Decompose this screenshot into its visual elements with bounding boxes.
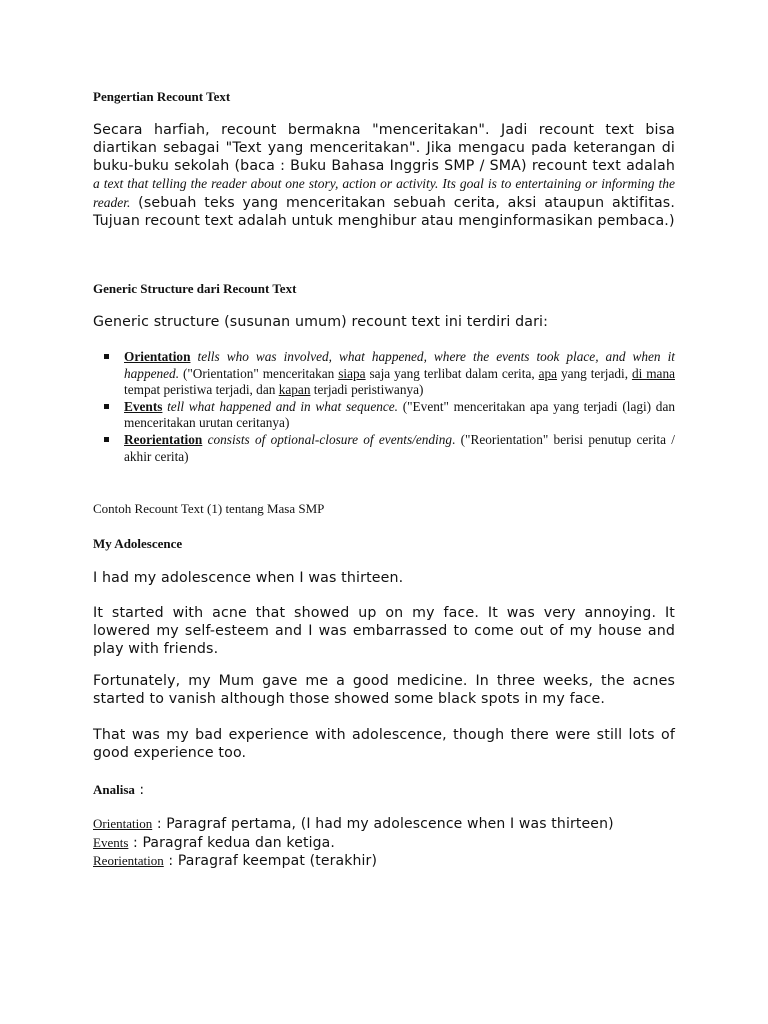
analysis-row-events — [93, 834, 693, 853]
underlined-di-mana: di mana — [631, 365, 675, 381]
definition-text-end: (sebuah teks yang menceritakan sebuah cerita, aksi ataupun aktifitas. Tujuan recount text adalah untuk menghibur atau menginformasikan pembaca.) — [93, 195, 675, 229]
structure-list — [93, 349, 675, 465]
underlined-siapa: siapa — [338, 365, 366, 381]
example-label: Contoh Recount Text (1) tentang Masa SMP — [93, 501, 325, 516]
section-heading-generic-structure: Generic Structure dari Recount Text — [93, 281, 297, 296]
analysis-value-events: : Paragraf kedua dan ketiga. — [128, 834, 336, 851]
analysis-label-orientation: Orientation — [93, 816, 153, 831]
story-paragraph-4: That was my bad experience with adolescence, though there were still lots of good experience too. — [93, 727, 675, 761]
reorientation-text: . ("Reorientation" berisi penutup cerita / akhir cerita) — [124, 431, 675, 464]
story-paragraph-2: It started with acne that showed up on my face. It was very annoying. It lowered my self-esteem and I was embarrassed to come out of my house and play with friends. — [93, 605, 675, 657]
term-events: Events — [124, 398, 163, 414]
analysis-label-reorientation: Reorientation — [93, 853, 164, 869]
analysis-row-orientation — [93, 815, 693, 834]
term-reorientation: Reorientation — [124, 431, 203, 447]
story-title: My Adolescence — [93, 536, 183, 551]
underlined-kapan: kapan — [278, 382, 311, 398]
underlined-apa: apa — [538, 365, 558, 381]
analysis-label-events: Events — [93, 834, 129, 850]
analysis-value-orientation: : Paragraf pertama, (I had my adolescence when I was thirteen) — [152, 816, 614, 832]
orientation-text-1: ("Orientation" menceritakan — [179, 365, 339, 381]
list-item-events — [93, 399, 675, 432]
list-item-orientation — [93, 349, 675, 399]
story-paragraph-1: I had my adolescence when I was thirteen. — [93, 570, 404, 586]
analysis-heading-line — [93, 781, 144, 799]
analysis-colon: : — [134, 782, 145, 798]
analysis-heading: Analisa — [93, 782, 135, 797]
definition-paragraph — [93, 122, 675, 231]
events-text: ("Event" menceritakan apa yang terjadi (lagi) dan menceritakan urutan ceritanya) — [124, 398, 676, 431]
story-paragraph-3: Fortunately, my Mum gave me a good medicine. In three weeks, the acnes started to vanish although those showed some black spots in my face. — [93, 673, 675, 707]
term-orientation: Orientation — [124, 349, 191, 364]
analysis-row-reorientation — [93, 852, 693, 871]
events-italic: tell what happened and in what sequence. — [162, 398, 398, 414]
reorientation-italic: consists of optional-closure of events/ending — [202, 431, 453, 447]
orientation-text-3: yang terjadi, — [557, 365, 632, 381]
analysis-list — [93, 815, 693, 871]
orientation-text-5: terjadi peristiwanya) — [310, 382, 424, 398]
orientation-text-2: saja yang terlibat dalam cerita, — [365, 365, 539, 381]
analysis-value-reorientation: : Paragraf keempat (terakhir) — [163, 853, 378, 870]
list-item-reorientation — [93, 432, 675, 465]
structure-intro: Generic structure (susunan umum) recount text ini terdiri dari: — [93, 314, 549, 330]
orientation-italic: tells who was involved, what happened, where the events took place, and when it happened. — [124, 349, 675, 381]
orientation-text-4: tempat peristiwa terjadi, dan — [124, 382, 279, 398]
definition-text-start: Secara harfiah, recount bermakna "menceritakan". Jadi recount text bisa diartikan sebagai "Text yang menceritakan". Jika mengacu pada keterangan di buku-buku sekolah (baca : Buku Bahasa Inggris SMP / SMA) recount text adalah — [93, 122, 675, 174]
section-heading-pengertian: Pengertian Recount Text — [93, 89, 231, 104]
definition-italic-quote: a text that telling the reader about one story, action or activity. Its goal is to entertaining or informing the reader. — [93, 176, 675, 211]
